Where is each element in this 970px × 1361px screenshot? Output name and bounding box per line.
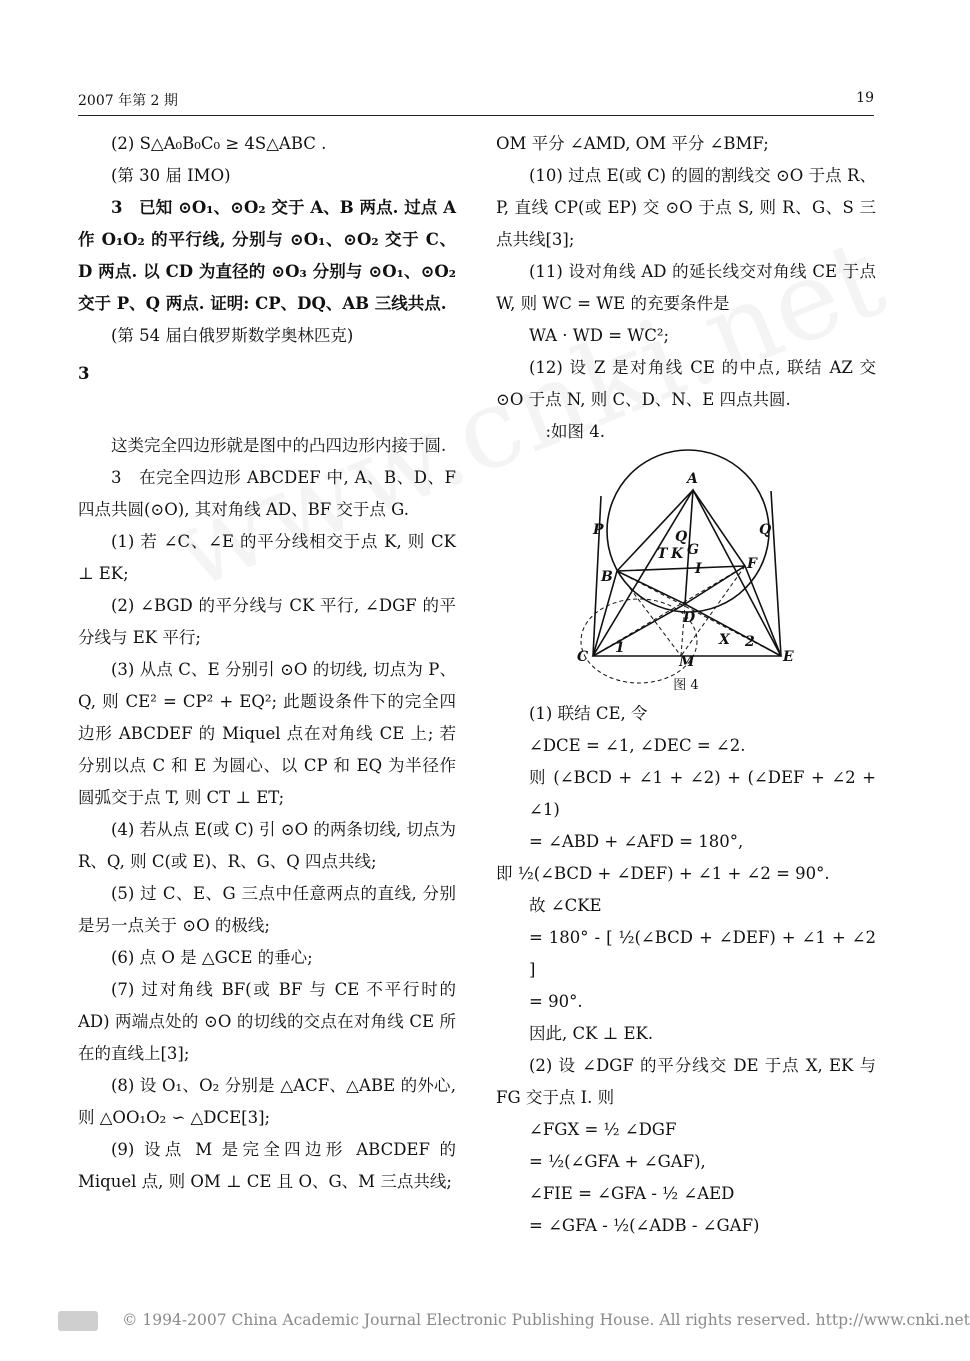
header-date: 2007 年第 2 期 [78,93,178,109]
proof-2-fie-eq: = ∠GFA - ½(∠ADB - ∠GAF) [529,1216,760,1235]
label-c: C [577,649,589,665]
proof-1-eq: = ∠ABD + ∠AFD = 180°, [529,832,744,851]
header-rule [78,115,874,116]
theorem-3: 3 在完全四边形 ABCDEF 中, A、B、D、F 四点共圆(⊙O), 其对角线 AD、BF 交于点 G. [78,468,456,519]
item-6: (6) 点 O 是 △GCE 的垂心; [111,948,313,967]
item-10: (10) 过点 E(或 C) 的圆的割线交 ⊙O 于点 R、P, 直线 CP(或 EP) 交 ⊙O 于点 S, 则 R、G、S 三点共线[3]; [496,166,876,249]
proof-1-intro: (1) 联结 CE, 令 [529,704,648,723]
figure-caption: 图 4 [673,678,699,693]
problem-3: 3 已知 ⊙O₁、⊙O₂ 交于 A、B 两点. 过点 A 作 O₁O₂ 的平行线, 分别与 ⊙O₁、⊙O₂ 交于 C、D 两点. 以 CD 为直径的 ⊙O₃ 分别与 ⊙O₁、⊙O₂ 交于 P、Q 两点. 证明: CP、DQ、AB 三线共点. [78,198,456,313]
label-a: A [687,471,698,487]
label-g: G [687,542,699,558]
proof-1-therefore: 故 ∠CKE [529,896,602,915]
label-m: M [679,654,695,670]
inequality-line: (2) S△A₀B₀C₀ ≥ 4S△ABC . [111,134,327,153]
diagonals [593,490,781,656]
proof-2-fgx: ∠FGX = ½ ∠DGF [529,1120,677,1139]
label-e: E [783,649,794,665]
proof-1-sum: 则 (∠BCD + ∠1 + ∠2) + (∠DEF + ∠2 + ∠1) [529,768,876,819]
item-9-cont: OM 平分 ∠AMD, OM 平分 ∠BMF; [496,134,769,153]
label-k: K [671,546,684,562]
item-5: (5) 过 C、E、G 三点中任意两点的直线, 分别是另一点关于 ⊙O 的极线; [78,884,456,935]
label-p: P [593,522,604,538]
proof-1-half: 即 ½(∠BCD + ∠DEF) + ∠1 + ∠2 = 90°. [496,864,830,883]
right-column [496,128,876,1242]
item-4: (4) 若从点 E(或 C) 引 ⊙O 的两条切线, 切点为 R、Q, 则 C(或 E)、R、G、Q 四点共线; [78,820,456,871]
item-12: (12) 设 Z 是对角线 CE 的中点, 联结 AZ 交 ⊙O 于点 N, 则 C、D、N、E 四点共圆. [496,358,876,409]
label-one: 1 [615,640,625,656]
label-b: B [601,569,613,585]
label-i: I [695,561,702,577]
item-3: (3) 从点 C、E 分别引 ⊙O 的切线, 切点为 P、Q, 则 CE² = CP² + EQ²; 此题设条件下的完全四边形 ABCDEF 的 Miquel 点在对角线 CE 上; 若分别以点 C 和 E 为圆心、以 CP 和 EQ 为半径作圆弧交于点 T, 则 CT ⊥ ET; [78,660,456,807]
label-x: X [719,632,730,648]
section-number: 3 [78,364,90,383]
footer-text: © 1994-2007 China Academic Journal Electronic Publishing House. All rights reserved. http://www.cnki.net [122,1311,970,1329]
left-column [78,128,456,1198]
proof-1-def: ∠DCE = ∠1, ∠DEC = ∠2. [529,736,746,755]
figure-reference: :如图 4. [545,422,606,441]
footer [58,1311,970,1331]
figure-4 [496,456,876,672]
item-9: (9) 设点 M 是完全四边形 ABCDEF 的 Miquel 点, 则 OM ⊥ CE 且 O、G、M 三点共线; [78,1140,456,1191]
proof-1-conclusion: 因此, CK ⊥ EK. [529,1024,654,1043]
item-7: (7) 过对角线 BF(或 BF 与 CE 不平行时的 AD) 两端点处的 ⊙O 的切线的交点在对角线 CE 所在的直线上[3]; [78,980,456,1063]
proof-2-intro: (2) 设 ∠DGF 的平分线交 DE 于点 X, EK 与 FG 交于点 I. 则 [496,1056,876,1107]
label-d: D [683,610,696,626]
proof-2-fgx-eq: = ½(∠GFA + ∠GAF), [529,1152,706,1171]
intro-paragraph: 这类完全四边形就是图中的凸四边形内接于圆. [111,436,447,455]
label-f: F [747,556,757,572]
proof-1-calc: = 180° - [ ½(∠BCD + ∠DEF) + ∠1 + ∠2 ] [529,928,876,979]
dashed-circle [581,599,697,683]
source-imo: (第 30 届 IMO) [111,166,231,185]
label-q-left: Q [675,529,688,545]
item-11: (11) 设对角线 AD 的延长线交对角线 CE 于点 W, 则 WC = WE 的充要条件是 [496,262,876,313]
item-1: (1) 若 ∠C、∠E 的平分线相交于点 K, 则 CK ⊥ EK; [78,532,456,583]
label-t: T [657,546,668,562]
item-11-formula: WA · WD = WC²; [529,326,670,345]
source-belarus: (第 54 届白俄罗斯数学奥林匹克) [111,326,354,345]
geometry-figure [571,456,801,670]
page-number: 19 [856,90,874,106]
item-2: (2) ∠BGD 的平分线与 CK 平行, ∠DGF 的平分线与 EK 平行; [78,596,456,647]
proof-2-fie: ∠FIE = ∠GFA - ½ ∠AED [529,1184,735,1203]
label-q-right: Q [759,522,772,538]
label-two: 2 [745,634,755,650]
cnki-logo [58,1311,98,1331]
proof-1-result: = 90°. [529,992,583,1011]
item-8: (8) 设 O₁、O₂ 分别是 △ACF、△ABE 的外心, 则 △OO₁O₂ ∽ △DCE[3]; [78,1076,456,1127]
